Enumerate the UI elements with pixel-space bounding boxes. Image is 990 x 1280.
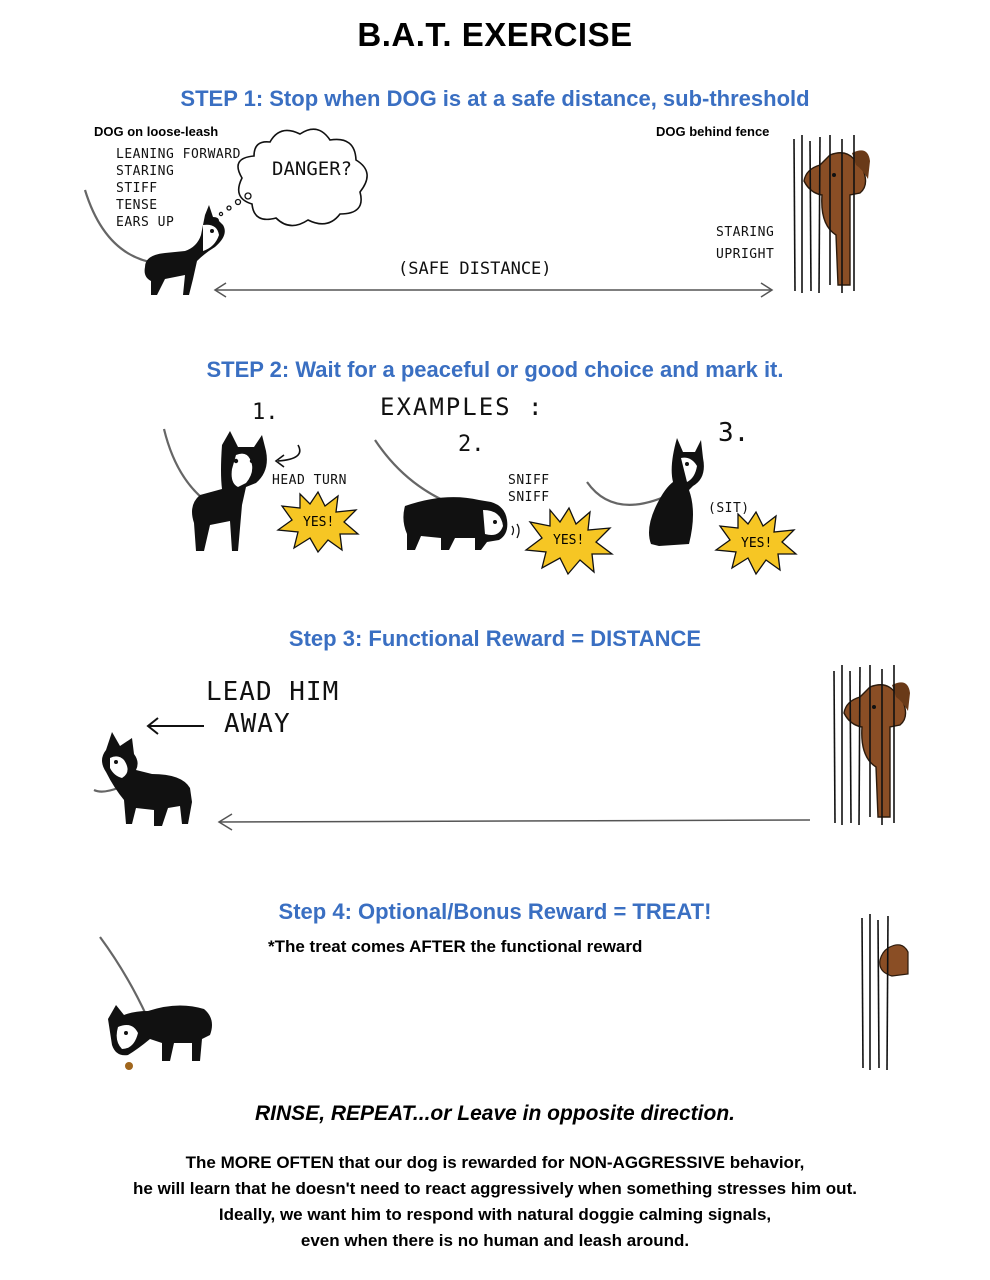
stress-sign: EARS UP bbox=[116, 215, 175, 230]
safe-distance-arrow bbox=[212, 280, 777, 300]
step4-heading: Step 4: Optional/Bonus Reward = TREAT! bbox=[278, 899, 712, 924]
page-title: B.A.T. EXERCISE bbox=[357, 16, 633, 53]
example2-label bbox=[508, 472, 550, 506]
closing-line: The MORE OFTEN that our dog is rewarded for NON-AGGRESSIVE behavior, bbox=[185, 1153, 805, 1172]
walking-dog-icon bbox=[92, 728, 202, 830]
stress-sign: LEANING FORWARD bbox=[116, 147, 241, 162]
head-turn-dog-icon bbox=[160, 425, 270, 555]
lead-away-text bbox=[206, 676, 339, 740]
lead-away-line: LEAD HIM bbox=[206, 677, 340, 707]
closing-line: Ideally, we want him to respond with natural doggie calming signals, bbox=[218, 1205, 772, 1224]
treat-note: *The treat comes AFTER the functional reward bbox=[268, 937, 643, 956]
head-turn-arrow bbox=[272, 443, 306, 469]
yes-mark: YES! bbox=[303, 515, 335, 530]
closing-line: he will learn that he doesn't need to react aggressively when something stresses him out. bbox=[133, 1179, 857, 1198]
example3-number: 3. bbox=[718, 418, 750, 448]
closing-line: even when there is no human and leash around. bbox=[300, 1231, 690, 1250]
yes-mark: YES! bbox=[553, 533, 585, 548]
fenced-dog-icon bbox=[858, 914, 910, 1072]
stress-sign: STIFF bbox=[116, 181, 158, 196]
yes-mark: YES! bbox=[741, 536, 773, 551]
example2-label-line: SNIFF bbox=[508, 473, 550, 488]
step1-left-label: DOG on loose-leash bbox=[94, 124, 219, 139]
fenced-dog-icon bbox=[830, 665, 910, 827]
closing-paragraph bbox=[0, 1150, 990, 1254]
example2-label-line: SNIFF bbox=[508, 490, 550, 505]
example2-number: 2. bbox=[458, 432, 485, 457]
other-dog-sign: UPRIGHT bbox=[716, 247, 775, 262]
rinse-repeat-text: RINSE, REPEAT...or Leave in opposite direction. bbox=[255, 1102, 735, 1125]
stress-sign: STARING bbox=[116, 164, 175, 179]
distance-arrow bbox=[216, 812, 812, 832]
stress-sign: TENSE bbox=[116, 198, 158, 213]
other-dog-signs bbox=[716, 222, 774, 266]
step1-heading: STEP 1: Stop when DOG is at a safe distance, sub-threshold bbox=[180, 86, 810, 111]
thought-text: DANGER? bbox=[272, 158, 353, 180]
eating-dog-icon bbox=[98, 935, 218, 1075]
example1-label: HEAD TURN bbox=[272, 473, 347, 488]
example1-number: 1. bbox=[252, 400, 279, 425]
step1-right-label: DOG behind fence bbox=[656, 124, 770, 139]
fenced-dog-icon bbox=[790, 135, 870, 295]
step2-heading: STEP 2: Wait for a peaceful or good choice and mark it. bbox=[206, 357, 784, 382]
lead-away-line: AWAY bbox=[224, 709, 291, 739]
example3-label: (SIT) bbox=[708, 501, 750, 516]
examples-label: EXAMPLES : bbox=[380, 393, 545, 421]
sniffing-dog-icon bbox=[375, 440, 525, 555]
step3-heading: Step 3: Functional Reward = DISTANCE bbox=[288, 626, 702, 651]
safe-distance-label: (SAFE DISTANCE) bbox=[398, 259, 552, 279]
other-dog-sign: STARING bbox=[716, 225, 775, 240]
sitting-dog-icon bbox=[585, 432, 715, 552]
